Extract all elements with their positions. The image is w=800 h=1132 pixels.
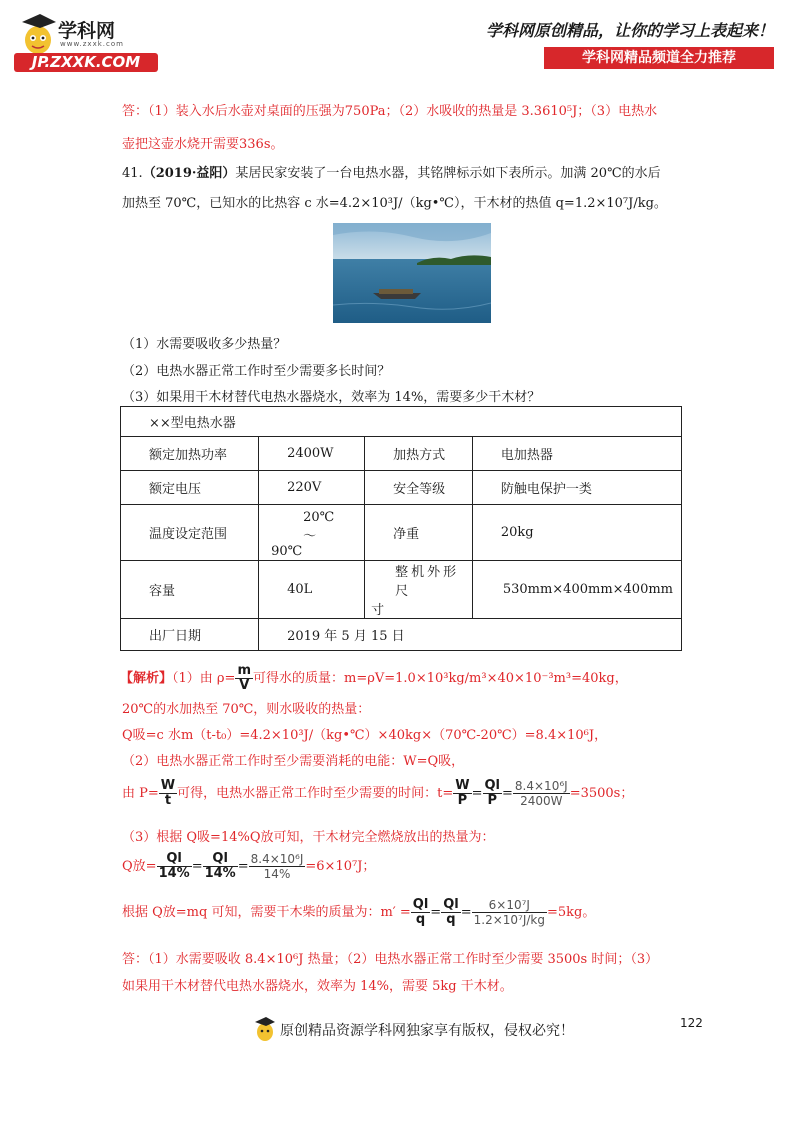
table-cell: 2019 年 5 月 15 日 (259, 619, 682, 651)
table-cell: 额定加热功率 (121, 437, 259, 471)
fraction-numerator: W (455, 778, 470, 793)
fraction-numerator: m (237, 663, 252, 678)
fraction-value-1 (513, 779, 570, 808)
fraction-numerator: W (160, 778, 176, 793)
spec-table (120, 406, 682, 651)
footer-copyright: 原创精品资源学科网独家享有版权，侵权必究！ (280, 1023, 574, 1039)
lake-boat-photo (333, 223, 491, 323)
fraction-denominator: 14% (158, 866, 190, 881)
solution-line4: （2）电热水器正常工作时至少需要消耗的电能：W=Q吸， (122, 754, 465, 769)
table-cell (259, 505, 365, 561)
fraction-denominator: q (415, 912, 426, 927)
fraction-numerator: Ql (203, 852, 238, 867)
solution-text: =3500s； (569, 786, 634, 801)
solution-tag: 【解析】 (120, 671, 173, 686)
mascot-small-icon (254, 1016, 276, 1042)
question-stem (122, 162, 661, 181)
fraction-denominator: 2400W (520, 794, 563, 808)
final-answer-line1: 答：（1）水需要吸收 8.4×10⁶J 热量；（2）电热水器正常工作时至少需要 3500s 时间；（3） (122, 952, 659, 967)
table-row (121, 505, 682, 561)
table-row (121, 437, 682, 471)
fraction-q-qa (411, 898, 431, 927)
fraction-denominator: 14% (263, 867, 291, 881)
table-title: ××型电热水器 (121, 407, 682, 437)
final-answer-line2: 如果用干木材替代电热水器烧水，效率为 14%，需要 5kg 干木材。 (122, 979, 513, 994)
table-row (121, 561, 682, 619)
solution-line8: 根据 Q放=mq 可知，需要干木柴的质量为：m′ = $\frac{Ql}{q}$ = $\frac{Ql}{q}$ = $\frac{\text{6×10⁷J}}{\text{1.2×10⁷J/kg}}$ =5kg。 (122, 897, 596, 927)
solution-line1 (120, 664, 628, 693)
prev-answer-line2: 壶把这壶水烧开需要336s。 (122, 137, 284, 152)
table-cell: 2400W (259, 437, 365, 471)
table-cell: 温度设定范围 (121, 505, 259, 561)
logo-small-text: www.zxxk.com (60, 40, 124, 48)
question-text1: 某居民家安装了一台电热水器，其铭牌标示如下表所示。加满 20℃的水后 (235, 166, 661, 181)
prev-answer-line1: 答：（1）装入水后水壶对桌面的压强为750Pa；（2）水吸收的热量是 3.3610⁵J；（3）电热水 (122, 104, 658, 119)
fraction-denominator: P (487, 793, 498, 808)
page-number: 122 (680, 1016, 703, 1030)
question-text2: 加热至 70℃，已知水的比热容 c 水=4.2×10³J/（kg•℃），干木材的热值 q=1.2×10⁷J/kg。 (122, 196, 667, 211)
fraction-numerator: Ql (443, 897, 459, 912)
question-number: 41. (122, 166, 143, 181)
header-slogan: 学科网原创精品，让你的学习上表起来！ (485, 21, 774, 40)
fraction-m-v (235, 664, 253, 693)
table-cell: 40L (259, 561, 365, 619)
solution-text: 由 P= (122, 786, 159, 801)
header-slogan-bar: 学科网精品频道全力推荐 (544, 47, 774, 69)
table-cell: 容量 (121, 561, 259, 619)
fraction-q-qb (441, 898, 461, 927)
fraction-numerator: Ql (157, 852, 192, 867)
fraction-denominator: 14% (204, 866, 236, 881)
sub-question-1: （1）水需要吸收多少热量？ (122, 337, 287, 352)
table-cell: 530mm×400mm×400mm (472, 561, 681, 619)
fraction-w-p (453, 779, 471, 808)
table-cell: 额定电压 (121, 471, 259, 505)
table-row (121, 619, 682, 651)
sub-question-3: （3）如果用干木材替代电热水器烧水，效率为 14%，需要多少干木材？ (122, 390, 541, 405)
fraction-numerator: 6×10⁷J (472, 898, 547, 913)
fraction-denominator: P (457, 793, 468, 808)
table-row (121, 471, 682, 505)
solution-line5: 由 P= $\frac{W}{t}$ 可得，电热水器正常工作时至少需要的时间：t= $\frac{W}{P}$ = $\frac{Ql}{P}$ = $\frac{\text{8.4×10⁶J}}{2400W}$ =3500s； (122, 778, 634, 808)
table-cell: 电加热器 (472, 437, 681, 471)
fraction-value-2 (249, 852, 306, 881)
solution-line2: 20℃的水加热至 70℃，则水吸收的热量： (122, 702, 371, 717)
table-cell-line1: 整机外形尺 (395, 565, 460, 599)
table-cell (365, 561, 473, 619)
solution-text: 可得水的质量：m=ρV=1.0×10³kg/m³×40×10⁻³m³=40kg， (253, 671, 628, 686)
fraction-numerator: Ql (484, 778, 501, 793)
table-cell: 220V (259, 471, 365, 505)
fraction-q-14a (157, 852, 192, 881)
solution-text: （1）由 ρ= (172, 671, 236, 686)
solution-text: Q放= (122, 859, 157, 874)
fraction-denominator: t (164, 793, 172, 808)
fraction-numerator: 8.4×10⁶J (250, 852, 304, 866)
solution-line6: （3）根据 Q吸=14%Q放可知，干木材完全燃烧放出的热量为： (122, 830, 495, 845)
fraction-numerator: 8.4×10⁶J (514, 779, 568, 793)
fraction-q-14b (203, 852, 238, 881)
solution-line7: Q放= $\frac{Ql}{14\%}$ = $\frac{Ql}{14\%}$ = $\frac{\text{8.4×10⁶J}}{14\%}$ =6×10⁷J； (122, 851, 376, 881)
table-cell: 安全等级 (365, 471, 473, 505)
fraction-q-p (483, 779, 503, 808)
sub-question-2: （2）电热水器正常工作时至少需要多长时间？ (122, 364, 391, 379)
table-cell-line2: 寸 (371, 603, 385, 618)
fraction-value-3 (472, 898, 547, 927)
solution-line3: Q吸=c 水m（t-t₀）=4.2×10³J/（kg•℃）×40kg×（70℃-20℃）=8.4×10⁶J， (122, 728, 608, 743)
table-cell: 出厂日期 (121, 619, 259, 651)
table-cell: 净重 (365, 505, 473, 561)
fraction-numerator: Ql (412, 897, 429, 912)
table-cell: 加热方式 (365, 437, 473, 471)
fraction-w-t (159, 779, 177, 808)
mascot-icon (18, 12, 58, 56)
question-source: （2019·益阳） (142, 166, 236, 181)
solution-text: =5kg。 (547, 905, 596, 920)
table-cell-line1: 20℃ ～ (303, 510, 348, 544)
logo-url[interactable]: JP.ZXXK.COM (14, 53, 158, 72)
fraction-denominator: V (239, 678, 250, 693)
table-cell: 防触电保护一类 (472, 471, 681, 505)
table-cell-line2: 90℃ (271, 544, 303, 559)
logo-text: 学科网 (58, 20, 116, 42)
solution-text: 根据 Q放=mq 可知，需要干木柴的质量为：m′ = (122, 905, 411, 920)
solution-text: =6×10⁷J； (305, 859, 376, 874)
solution-text: 可得，电热水器正常工作时至少需要的时间：t= (177, 786, 454, 801)
table-cell: 20kg (472, 505, 681, 561)
fraction-denominator: q (446, 912, 456, 927)
fraction-denominator: 1.2×10⁷J/kg (473, 913, 545, 927)
